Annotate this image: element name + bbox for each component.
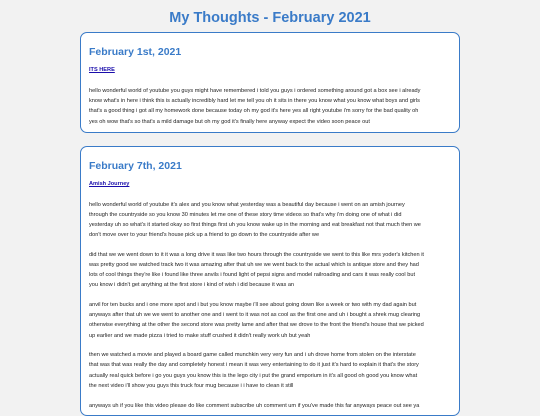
text-line: otherwise everything at the other the second store was pretty lame and after that we drove to the front the friend's house that we picked: [89, 322, 424, 329]
text-line: up earlier and we made pizza i tried to make stuff crushed it didn't really work uh but yeah: [89, 332, 311, 339]
post-date: February 1st, 2021: [89, 46, 182, 58]
text-line: the next video i'll show you guys this truck four mug because i i have to clean it still: [89, 382, 294, 389]
text-line: lots of cool things they're like i found like three anvils i found light of pepsi signs and model railroading and cars it was really cool but: [89, 272, 415, 279]
text-line: actually real quick before i go you guys you know this is the lego city i put the grand emporium in it's all good oh good you know what: [89, 372, 418, 379]
text-line: that's a good thing i got all my homework done because today oh my god it's here yes all right youtube i'm sorry for the bad quality oh: [89, 108, 419, 115]
text-line: yes oh wow that's so that's a mild damage but oh my god it's finally here anyway expect the video soon peace out: [89, 118, 370, 125]
post-paragraph: [89, 300, 451, 341]
post-link[interactable]: ITS HERE: [89, 67, 115, 73]
post-paragraph: [89, 200, 451, 241]
text-line: did that we we went down to it it was a long drive it was like two hours through the countryside we went to this like mrs yoder's kitchen it: [89, 251, 424, 258]
page-title: My Thoughts - February 2021: [169, 10, 371, 26]
text-line: was pretty good we watched track two it was amazing after that uh we we went back to the actual which is antique store and they had: [89, 261, 419, 268]
text-line: anyways after that uh we we went to another one and i went to it was not as cool as the first one and uh i bought a shrek mug clearing: [89, 312, 421, 319]
text-line: you know i didn't get anything at the first store i kind of wish i did because it was an: [89, 282, 295, 289]
text-line: that was that was really the day and completely honest i mean it was very entertaining to do it just it's hard to explain it that's the story: [89, 362, 419, 369]
text-line: hello wonderful world of youtube it's alex and you know what yesterday was a beautiful day because i went on an amish journey: [89, 201, 405, 208]
text-line: through the countryside so you know 30 minutes let me one of these story time videos so that's why i'm doing one of what i did: [89, 211, 402, 218]
text-line: then we watched a movie and played a board game called munchkin very very fun and i uh drove home from stolen on the interstate: [89, 352, 416, 359]
text-line: don't move over to your friend's house pick up a friend to go down to the countryside after we: [89, 232, 320, 239]
post-card: [80, 32, 460, 133]
text-line: yesterday uh so what's it started okay so first things first uh you know wake up in the morning and eat breakfast not that much then we: [89, 221, 421, 228]
text-line: anyways uh if you like this video please do like comment subscribe uh comment um if you've made this far anyways peace out see ya: [89, 402, 420, 409]
post-paragraph: [89, 401, 451, 411]
post-paragraph: [89, 250, 451, 291]
post-link[interactable]: Amish Journey: [89, 181, 130, 187]
text-line: hello wonderful world of youtube you guys might have remembered i told you guys i ordered something around got a box see i already: [89, 88, 421, 94]
post-date: February 7th, 2021: [89, 160, 182, 172]
post-paragraph: [89, 86, 451, 127]
post-card: [80, 146, 460, 416]
text-line: know what's in here i think this is actually incredibly hard let me tell you oh it sits in there you know what you know what boys and girls: [89, 98, 420, 105]
text-line: anvil for ten bucks and i one more spot and i but you know maybe i'll see about going down like a week or two with my dad again but: [89, 302, 417, 308]
post-paragraph: [89, 350, 451, 391]
